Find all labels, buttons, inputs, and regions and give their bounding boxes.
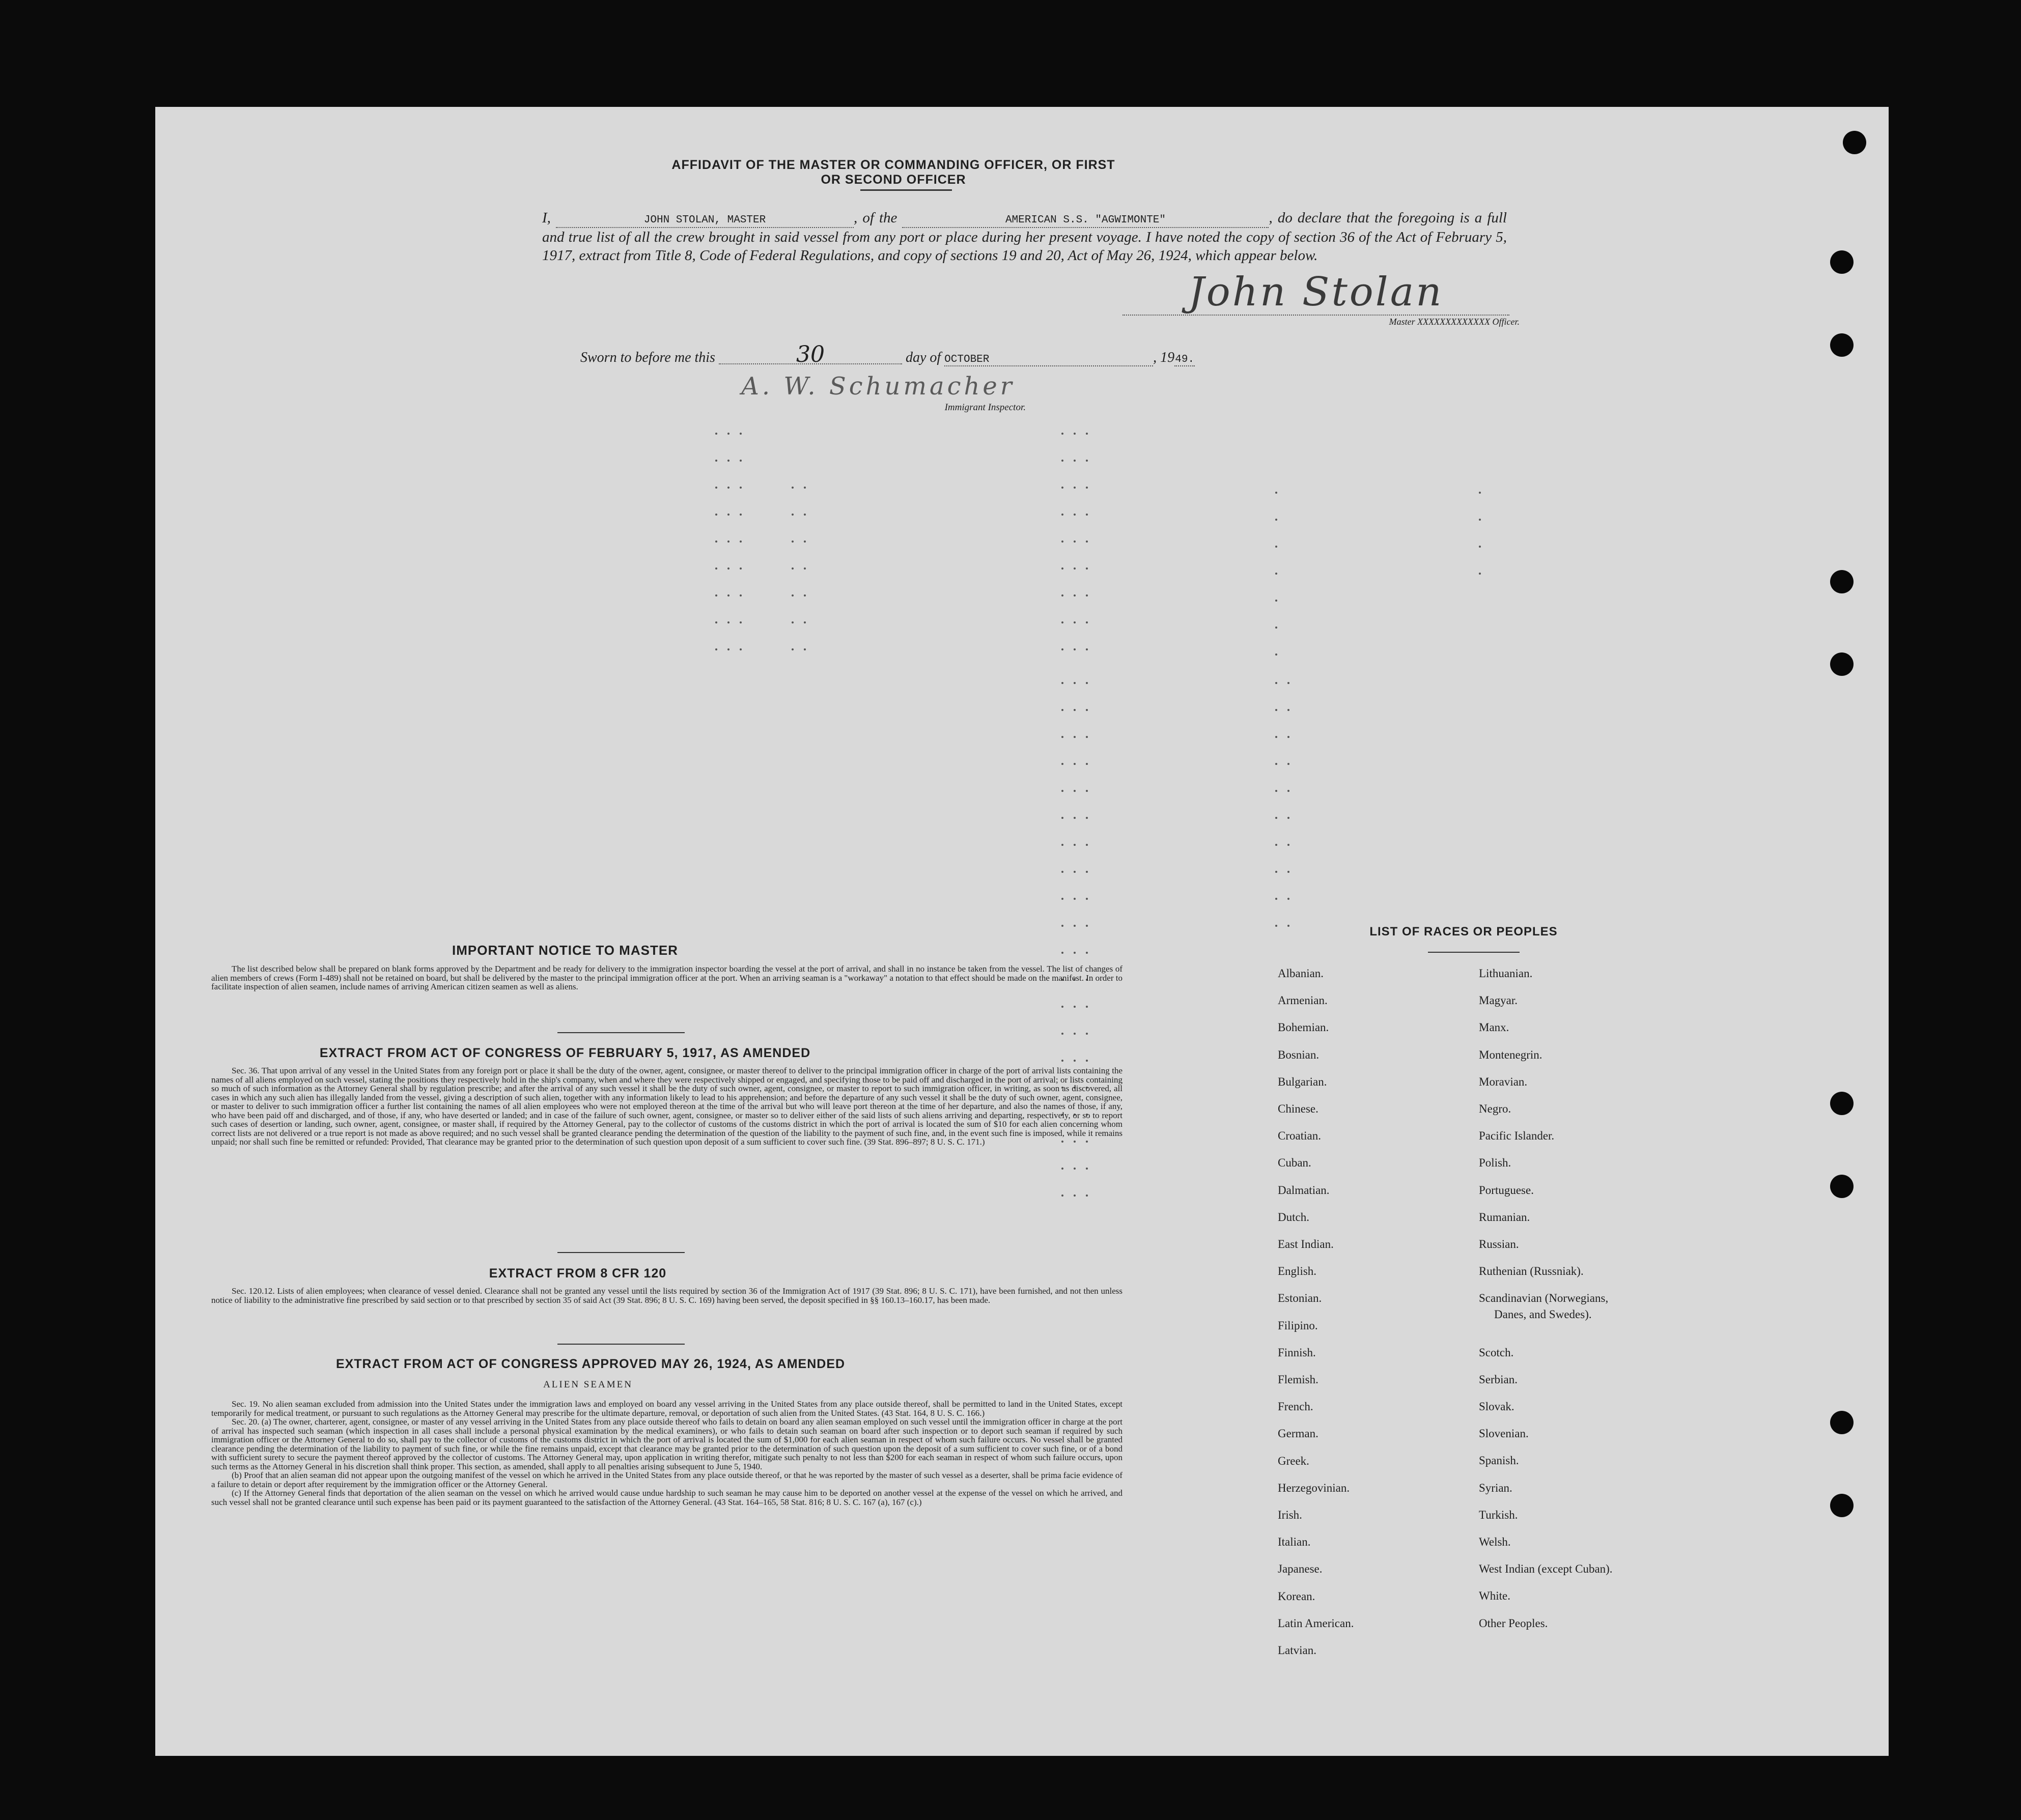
race-item: Flemish.	[1278, 1373, 1318, 1386]
race-item: Greek.	[1278, 1454, 1309, 1467]
leader-dot	[1061, 648, 1063, 650]
race-item: Welsh.	[1479, 1535, 1511, 1548]
punch-hole	[1830, 1092, 1854, 1115]
races-title: LIST OF RACES OR PEOPLES	[1369, 925, 1558, 939]
sworn-line	[580, 342, 1195, 367]
leader-dot	[1275, 763, 1277, 765]
leader-dot	[792, 567, 794, 570]
leader-dot	[1074, 898, 1076, 900]
leader-dot	[1061, 736, 1063, 738]
leader-dot	[1074, 1006, 1076, 1008]
race-item: Slovenian.	[1479, 1427, 1529, 1440]
race-item: Latvian.	[1278, 1644, 1316, 1657]
leader-dot	[1061, 898, 1063, 900]
leader-dot	[1074, 817, 1076, 819]
sworn-month-field: OCTOBER	[944, 354, 1153, 366]
leader-dot	[1061, 925, 1063, 927]
leader-dot	[1275, 871, 1277, 873]
leader-dot	[1275, 600, 1277, 602]
leader-dot	[740, 433, 742, 435]
leader-dot	[727, 433, 729, 435]
race-item: Other Peoples.	[1479, 1616, 1548, 1630]
affidavit-declaration	[542, 209, 1507, 265]
leader-dot	[1086, 433, 1088, 435]
leader-dot	[1074, 594, 1076, 596]
leader-dot	[1061, 871, 1063, 873]
leader-dot	[1074, 952, 1076, 954]
leader-dot	[1074, 709, 1076, 711]
leader-dot	[1275, 682, 1277, 684]
leader-dot	[1086, 460, 1088, 462]
race-item: Spanish.	[1479, 1454, 1519, 1467]
punch-hole	[1830, 250, 1854, 274]
leader-dot	[1061, 709, 1063, 711]
extract-1924-subtitle: ALIEN SEAMEN	[543, 1379, 633, 1390]
leader-dot	[1287, 898, 1289, 900]
punch-hole	[1830, 1175, 1854, 1198]
leader-dot	[1074, 844, 1076, 846]
leader-dot	[1074, 763, 1076, 765]
leader-dot	[1061, 1060, 1063, 1062]
leader-dot	[1061, 682, 1063, 684]
leader-dot	[1287, 790, 1289, 792]
leader-dot	[792, 541, 794, 543]
punch-hole	[1830, 570, 1854, 593]
leader-dot	[1287, 763, 1289, 765]
leader-dot	[1287, 709, 1289, 711]
race-item: Polish.	[1479, 1156, 1511, 1170]
race-item: Manx.	[1479, 1021, 1509, 1034]
race-item: Scotch.	[1479, 1346, 1514, 1359]
leader-dot	[1479, 546, 1481, 548]
sworn-text: Sworn to before me this	[580, 350, 715, 365]
sworn-day-field: 30	[719, 346, 902, 364]
race-item: Estonian.	[1278, 1292, 1322, 1305]
leader-dot	[715, 460, 717, 462]
leader-dot	[1074, 541, 1076, 543]
race-item: Chinese.	[1278, 1102, 1318, 1115]
leader-dot	[715, 648, 717, 650]
leader-dot	[1479, 492, 1481, 494]
vessel-name-field: AMERICAN S.S. "AGWIMONTE"	[902, 214, 1269, 228]
race-item: Irish.	[1278, 1509, 1302, 1521]
race-item: Magyar.	[1479, 994, 1518, 1007]
leader-dot	[1086, 790, 1088, 792]
leader-dot	[1074, 925, 1076, 927]
leader-dot	[740, 621, 742, 623]
punch-hole	[1830, 1411, 1854, 1434]
extract-1917-body: Sec. 36. That upon arrival of any vessel in the United States from any foreign port or place it shall be the duty of the owner, agent, consignee, or master thereof to deliver to the principal immigration officer in charge of the port of arrival lists containing the names of all aliens employed on such vessel, stating the positions they respectively hold in the ship's company, when and where they were respectively shipped or engaged, and specifying those to be paid off and discharged in the port of arrival; or lists containing so much of such information as the Attorney General shall by regulation prescribe; and after the arrival of any such vessel it shall be the duty of such owner, agent, consignee, or master to report to such immigration officer, in writing, as soon as discovered, all cases in which any such alien has illegally landed from the vessel, giving a description of such alien, together with any information likely to lead to his apprehension; and before the departure of any such vessel it shall be the duty of such owner, agent, consignee, or master to deliver to such immigration officer a further list containing the names of all alien employees who were not employed thereon at the time of the arrival but who will leave port thereon at the time of her departure, and also the names of those, if any, who have been paid off and discharged, and of those, if any, who have deserted or landed; and in case of the failure of such owner, agent, consignee, or master so to deliver either of the said lists of such aliens arriving and departing, respectively, or so to report such cases of desertion or landing, such owner, agent, consignee, or master shall, if required by the Attorney General, pay to the collector of customs of the customs district in which the port of arrival is located the sum of $10 for each alien concerning whom correct lists are not delivered or a true report is not made as above required; and no such vessel shall be granted clearance pending the determination of the question of the liability to the payment of such fine, and, in the event such fine is imposed, while it remains unpaid; nor shall such fine be remitted or refunded: Provided, That clearance may be granted prior to the determination of such question upon deposit of a sum sufficient to cover such fine. (39 Stat. 896–897; 8 U. S. C. 171.)	[211, 1066, 1122, 1147]
race-item: Bulgarian.	[1278, 1075, 1327, 1088]
leader-dot	[1074, 1195, 1076, 1197]
extract-1924-title: EXTRACT FROM ACT OF CONGRESS APPROVED MAY 26, 1924, AS AMENDED	[335, 1357, 846, 1371]
extract-1924-body	[211, 1400, 1122, 1506]
leader-dot	[727, 460, 729, 462]
leader-dot	[1086, 1006, 1088, 1008]
punch-hole	[1830, 652, 1854, 676]
leader-dot	[727, 487, 729, 489]
extract-1924-sec20b: (b) Proof that an alien seaman did not appear upon the outgoing manifest of the vessel on which he arrived in the United States from any place outside thereof, or that he was reported by the master of such vessel as a deserter, shall be prima facie evidence of a failure to detain or deport after requirement by the immigration officer or the Attorney General.	[211, 1470, 1122, 1489]
leader-dot	[1275, 546, 1277, 548]
leader-dot	[1275, 790, 1277, 792]
race-item: Finnish.	[1278, 1346, 1316, 1359]
leader-dot	[804, 514, 806, 516]
leader-dot	[1086, 594, 1088, 596]
notice-title: IMPORTANT NOTICE TO MASTER	[452, 943, 678, 958]
race-item: Moravian.	[1479, 1075, 1528, 1088]
leader-dot	[715, 487, 717, 489]
leader-dot	[804, 621, 806, 623]
extract-cfr-title: EXTRACT FROM 8 CFR 120	[489, 1266, 667, 1281]
leader-dot	[804, 594, 806, 596]
leader-dot	[1479, 573, 1481, 575]
leader-dot	[1086, 817, 1088, 819]
race-item: English.	[1278, 1265, 1317, 1278]
race-item: Herzegovinian.	[1278, 1481, 1350, 1494]
leader-dot	[740, 594, 742, 596]
race-item: Slovak.	[1479, 1400, 1514, 1413]
leader-dot	[792, 514, 794, 516]
extract-1924-sec19: Sec. 19. No alien seaman excluded from admission into the United States under the immigration laws and employed on board any vessel arriving in the United States from any place outside thereof, shall be permitted to land in the United States, except temporarily for medical treatment, or pursuant to such regulations as the Attorney General may prescribe for the ultimate departure, removal, or deportation of such alien from the United States. (43 Stat. 164, 8 U. S. C. 166.)	[211, 1399, 1122, 1418]
master-signature-caption: Master XXXXXXXXXXXXX Officer.	[1389, 317, 1520, 327]
leader-dot	[1275, 817, 1277, 819]
leader-dot	[715, 621, 717, 623]
race-item: White.	[1479, 1589, 1510, 1603]
leader-dot	[1074, 1168, 1076, 1170]
extract-cfr-body: Sec. 120.12. Lists of alien employees; when clearance of vessel denied. Clearance shall not be granted any vessel until the lists required by section 36 of the Immigration Act of 1917 (39 Stat. 896; 8 U. S. C. 171), have been furnished, and not then unless notice of liability to the administrative fine prescribed by said section or to that prescribed by section 35 of said Act (39 Stat. 896; 8 U. S. C. 169) having been served, the deposit specified in §§ 160.13–160.17, has been made.	[211, 1286, 1122, 1305]
leader-dot	[1061, 1195, 1063, 1197]
extract-1917-rule	[557, 1252, 685, 1253]
extract-1924-sec20c: (c) If the Attorney General finds that deportation of the alien seaman on the vessel on which he arrived would cause undue hardship to such seaman he may cause him to be deported on another vessel at the expense of the vessel on which he arrived, and such vessel shall not be granted clearance until such expense has been paid or its payment guaranteed to the satisfaction of the Attorney General. (43 Stat. 164–165, 58 Stat. 816; 8 U. S. C. 167 (a), 167 (c).)	[211, 1488, 1122, 1507]
leader-dot	[1061, 594, 1063, 596]
leader-dot	[727, 594, 729, 596]
race-item: Bohemian.	[1278, 1021, 1329, 1034]
leader-dot	[740, 648, 742, 650]
master-name-field: JOHN STOLAN, MASTER	[556, 214, 854, 228]
leader-dot	[1086, 541, 1088, 543]
leader-dot	[1086, 1195, 1088, 1197]
race-item: Negro.	[1479, 1102, 1511, 1115]
inspector-caption: Immigrant Inspector.	[944, 402, 1026, 413]
race-item: Scandinavian (Norwegians,	[1479, 1292, 1609, 1305]
leader-dot	[1086, 682, 1088, 684]
race-item: Ruthenian (Russniak).	[1479, 1265, 1584, 1278]
races-rule	[1428, 952, 1520, 953]
race-item: Montenegrin.	[1479, 1048, 1542, 1061]
punch-hole	[1843, 131, 1866, 154]
punch-hole	[1830, 333, 1854, 357]
leader-dot	[1086, 514, 1088, 516]
punch-hole	[1830, 1494, 1854, 1517]
leader-dot	[1061, 817, 1063, 819]
race-item: Japanese.	[1278, 1562, 1323, 1576]
leader-dot	[1074, 1033, 1076, 1035]
leader-dot	[1074, 514, 1076, 516]
leader-dot	[1061, 433, 1063, 435]
leader-dot	[1287, 844, 1289, 846]
leader-dot	[1086, 1033, 1088, 1035]
leader-dot	[804, 487, 806, 489]
leader-dot	[1061, 790, 1063, 792]
race-item: Armenian.	[1278, 994, 1328, 1007]
leader-dot	[1275, 925, 1277, 927]
text-i: I,	[542, 210, 551, 226]
race-item: Latin American.	[1278, 1616, 1354, 1630]
leader-dot	[792, 621, 794, 623]
leader-dot	[1061, 1006, 1063, 1008]
text-of-the: , of the	[854, 210, 897, 226]
race-item: Bosnian.	[1278, 1048, 1320, 1061]
leader-dot	[1275, 492, 1277, 494]
leader-dot	[1086, 1060, 1088, 1062]
leader-dot	[1074, 736, 1076, 738]
text-declare: , do declare that the foregoing is a full and true list of all the crew brought in said vessel from any port or place during her present voyage. I have noted the copy of section 36 of the Act of February 5, 1917, extract from Title 8, Code of Federal Regulations, and copy of sections 19 and 20, Act of May 26, 1924, which appear below.	[542, 210, 1507, 264]
race-item: Italian.	[1278, 1535, 1311, 1549]
race-item: Cuban.	[1278, 1156, 1311, 1170]
leader-dot	[1275, 844, 1277, 846]
leader-dot	[715, 541, 717, 543]
leader-dot	[1287, 871, 1289, 873]
race-item: West Indian (except Cuban).	[1479, 1562, 1613, 1576]
race-item: German.	[1278, 1427, 1318, 1440]
leader-dot	[740, 541, 742, 543]
leader-dot	[1086, 952, 1088, 954]
leader-dot	[1061, 844, 1063, 846]
extract-1924-sec20a: Sec. 20. (a) The owner, charterer, agent, consignee, or master of any vessel arriving in the United States from any place outside thereof who fails to detain on board any alien seaman employed on such vessel until the immigration officer in charge at the port of arrival has inspected such seaman (which inspection in all cases shall include a personal physical examination by the medical examiners), or who fails to detain such seaman on board after such inspection or to deport such seaman if required by such immigration officer or the Attorney General to do so, shall pay to the collector of customs of the customs district in which the port of arrival is located the sum of $1,000 for each alien seaman in respect of whom such failure occurs. No vessel shall be granted clearance pending the determination of the liability to payment of such fine, or while the fine remains unpaid, except that clearance may be granted prior to the determination of such question upon the deposit of a sum sufficient to cover such fine, or of a bond with sufficient surety to secure the payment thereof approved by the collector of customs. The Attorney General may, upon application in writing therefor, mitigate such penalty to not less than $200 for each seaman in respect of whom such failure occurs, upon such terms as the Attorney General in his discretion shall think proper. This section, as amended, shall apply to all penalties arising subsequent to June 5, 1940.	[211, 1417, 1122, 1471]
leader-dot	[1074, 648, 1076, 650]
leader-dot	[1061, 952, 1063, 954]
leader-dot	[1086, 925, 1088, 927]
race-item: Croatian.	[1278, 1129, 1321, 1143]
race-item: Dutch.	[1278, 1210, 1309, 1224]
leader-dot	[792, 648, 794, 650]
leader-dot	[1275, 519, 1277, 521]
leader-dot	[792, 594, 794, 596]
leader-dot	[1275, 627, 1277, 629]
leader-dot	[740, 567, 742, 570]
extract-cfr-rule	[557, 1344, 685, 1345]
notice-body: The list described below shall be prepared on blank forms approved by the Department and be ready for delivery to the immigration inspector boarding the vessel at the port of arrival, and shall in no instance be taken from the vessel. The list of changes of alien members of crews (Form I-489) shall not be retained on board, but shall be delivered by the master to the principal immigration officer at the port. When an arriving seaman is a "workaway" a notation to that effect should be made on the manifest. In order to facilitate inspection of alien seamen, include names of arriving American citizen seamen as well as aliens.	[211, 964, 1122, 991]
leader-dot	[804, 567, 806, 570]
leader-dot	[1086, 844, 1088, 846]
leader-dot	[1074, 1060, 1076, 1062]
leader-dot	[792, 487, 794, 489]
leader-dot	[740, 514, 742, 516]
race-item: Russian.	[1479, 1238, 1519, 1250]
leader-dot	[740, 487, 742, 489]
leader-dot	[715, 514, 717, 516]
leader-dot	[1086, 736, 1088, 738]
leader-dot	[1061, 541, 1063, 543]
leader-dot	[1074, 433, 1076, 435]
leader-dot	[1074, 487, 1076, 489]
extract-1917-title: EXTRACT FROM ACT OF CONGRESS OF FEBRUARY 5, 1917, AS AMENDED	[319, 1046, 811, 1060]
sworn-year-prefix: , 19	[1153, 350, 1175, 365]
sworn-year-field: 49.	[1175, 354, 1195, 365]
race-item: Rumanian.	[1479, 1210, 1530, 1224]
leader-dot	[1287, 925, 1289, 927]
leader-dot	[1275, 736, 1277, 738]
race-item: East Indian.	[1278, 1238, 1334, 1250]
leader-dot	[1086, 567, 1088, 570]
leader-dot	[1061, 487, 1063, 489]
leader-dot	[1074, 567, 1076, 570]
leader-dot	[1086, 621, 1088, 623]
leader-dot	[1275, 573, 1277, 575]
leader-dot	[1074, 460, 1076, 462]
leader-dot	[1061, 621, 1063, 623]
leader-dot	[1061, 1033, 1063, 1035]
leader-dot	[727, 514, 729, 516]
race-item: Korean.	[1278, 1589, 1315, 1603]
leader-dot	[1287, 817, 1289, 819]
form-sheet	[155, 107, 1889, 1756]
leader-dot	[1061, 460, 1063, 462]
leader-dot	[1074, 621, 1076, 623]
race-item: Turkish.	[1479, 1508, 1518, 1521]
leader-dot	[727, 541, 729, 543]
leader-dot	[1275, 898, 1277, 900]
race-item: Dalmatian.	[1278, 1183, 1330, 1197]
race-item: Lithuanian.	[1479, 967, 1533, 980]
race-item: Portuguese.	[1479, 1183, 1534, 1197]
leader-dot	[1061, 567, 1063, 570]
leader-dot	[804, 541, 806, 543]
notice-rule	[557, 1032, 685, 1033]
leader-dot	[715, 433, 717, 435]
race-item: French.	[1278, 1400, 1313, 1413]
leader-dot	[727, 567, 729, 570]
leader-dot	[1287, 736, 1289, 738]
leader-dot	[740, 460, 742, 462]
leader-dot	[1275, 653, 1277, 656]
leader-dot	[1287, 682, 1289, 684]
leader-dot	[715, 567, 717, 570]
leader-dot	[727, 648, 729, 650]
master-signature: John Stolan	[1122, 270, 1509, 316]
race-item: Serbian.	[1479, 1373, 1518, 1386]
race-item: Danes, and Swedes).	[1494, 1308, 1592, 1321]
leader-dot	[1086, 898, 1088, 900]
leader-dot	[1074, 682, 1076, 684]
title-rule	[860, 189, 952, 191]
leader-dot	[804, 648, 806, 650]
leader-dot	[715, 594, 717, 596]
leader-dot	[1086, 709, 1088, 711]
affidavit-title: AFFIDAVIT OF THE MASTER OR COMMANDING OFFICER, OR FIRST OR SECOND OFFICER	[671, 158, 1115, 187]
leader-dot	[1074, 790, 1076, 792]
leader-dot	[1275, 709, 1277, 711]
leader-dot	[1061, 514, 1063, 516]
race-item: Pacific Islander.	[1479, 1129, 1555, 1143]
race-item: Filipino.	[1278, 1319, 1318, 1332]
leader-dot	[1479, 519, 1481, 521]
leader-dot	[727, 621, 729, 623]
leader-dot	[1086, 487, 1088, 489]
sworn-day-of: day of	[905, 350, 941, 365]
leader-dot	[1086, 648, 1088, 650]
leader-dot	[1086, 1168, 1088, 1170]
leader-dot	[1086, 763, 1088, 765]
race-item: Syrian.	[1479, 1481, 1512, 1494]
inspector-signature: A. W. Schumacher	[741, 372, 1015, 401]
race-item: Albanian.	[1278, 967, 1324, 980]
leader-dot	[1074, 871, 1076, 873]
leader-dot	[1086, 871, 1088, 873]
leader-dot	[1061, 1168, 1063, 1170]
leader-dot	[1061, 763, 1063, 765]
